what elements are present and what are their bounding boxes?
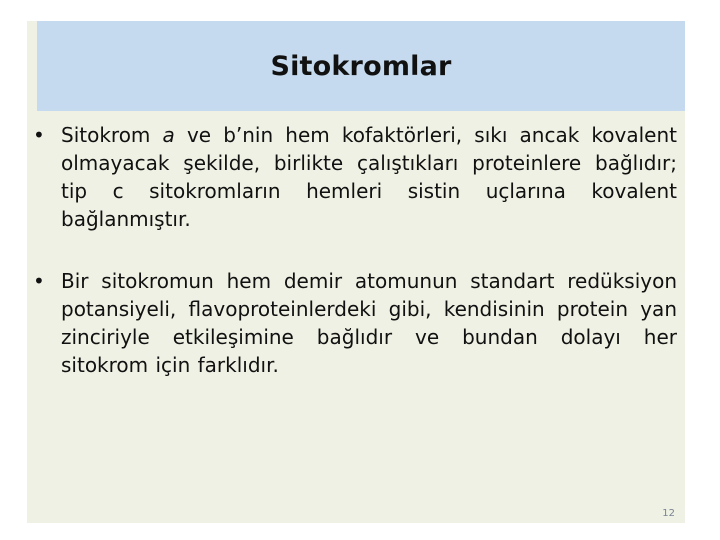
- page-number: 12: [662, 508, 675, 519]
- bullet-item-2: [33, 267, 677, 379]
- bullet-1-italic: a: [162, 123, 175, 147]
- bullet-icon: •: [33, 123, 45, 147]
- slide: [27, 21, 685, 523]
- bullet-item-1: [33, 121, 677, 233]
- bullet-1-prefix: Sitokrom: [61, 123, 163, 147]
- bullet-list: [33, 121, 677, 379]
- bullet-1-suffix: ve b’nin hem kofaktörleri, sıkı ancak kovalent olmayacak şekilde, birlikte çalıştıkları proteinlere bağlıdır; tip c sitokromların hemleri sistin uçlarına kovalent bağlanmıştır.: [61, 123, 677, 231]
- bullet-2-text: Bir sitokromun hem demir atomunun standart redüksiyon potansiyeli, flavoproteinlerdeki gibi, kendisinin protein yan zinciriyle etkileşimine bağlıdır ve bundan dolayı her sitokrom için farklıdır.: [61, 269, 677, 377]
- bullet-icon: •: [33, 269, 45, 293]
- slide-title: Sitokromlar: [270, 50, 452, 82]
- title-bar: [37, 21, 685, 111]
